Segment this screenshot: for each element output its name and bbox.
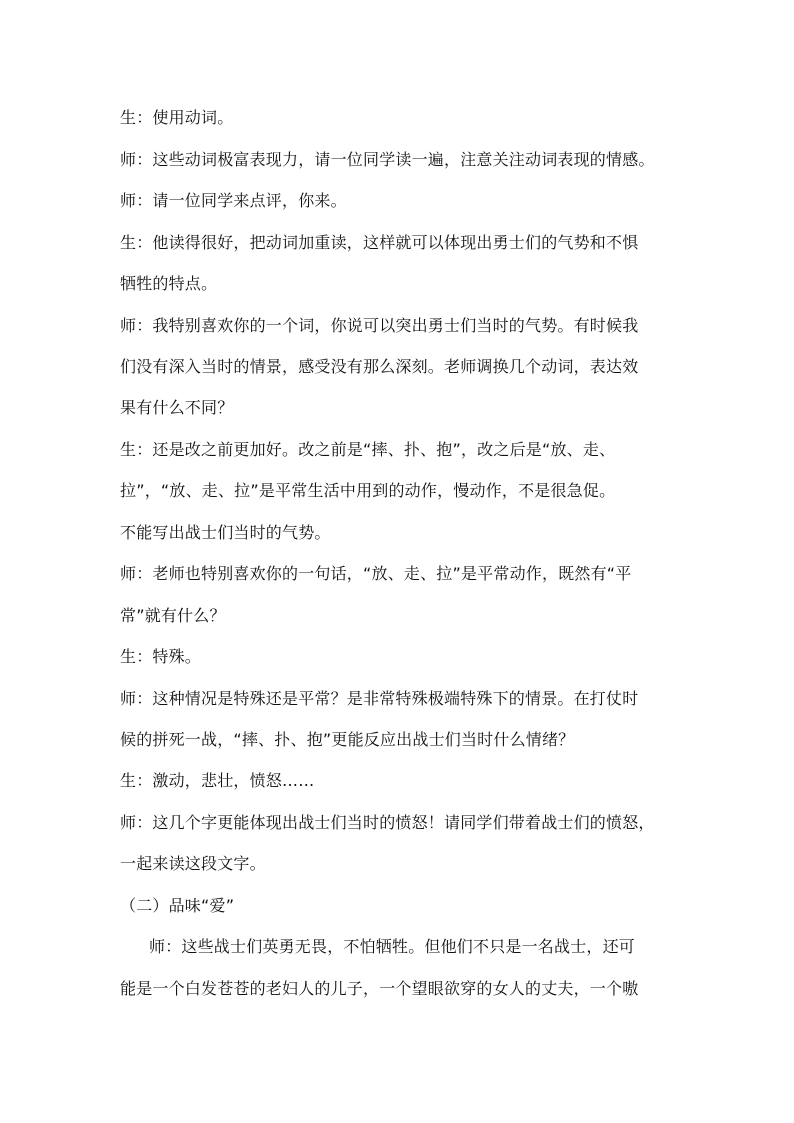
text-line-15: 师：这种情况是特殊还是平常？是非常特殊极端特殊下的情景。在打仗时 [120,689,639,708]
text-line-6: 师：我特别喜欢你的一个词，你说可以突出勇士们当时的气势。有时候我 [120,316,639,335]
text-line-19: 一起来读这段文字。 [120,854,266,873]
text-line-10: 拉”，“放、走、拉”是平常生活中用到的动作，慢动作，不是很急促。 [120,481,616,500]
text-line-14: 生：特殊。 [120,647,202,666]
text-line-2: 师：这些动词极富表现力，请一位同学读一遍，注意关注动词表现的情感。 [120,150,655,169]
text-line-21: 师：这些战士们英勇无畏，不怕牺牲。但他们不只是一名战士，还可 [149,937,636,956]
text-line-1: 生：使用动词。 [120,108,234,127]
text-line-16: 候的拼死一战，“摔、扑、抱”更能反应出战士们当时什么情绪？ [120,730,575,749]
text-line-11: 不能写出战士们当时的气势。 [120,523,331,542]
text-line-8: 果有什么不同？ [120,398,234,417]
text-line-7: 们没有深入当时的情景，感受没有那么深刻。老师调换几个动词，表达效 [120,357,639,376]
text-line-22: 能是一个白发苍苍的老妇人的儿子，一个望眼欲穿的女人的丈夫，一个嗷 [120,979,639,998]
text-line-12: 师：老师也特别喜欢你的一句话，“放、走、拉”是平常动作，既然有“平 [120,564,632,583]
text-line-18: 师：这几个字更能体现出战士们当时的愤怒！请同学们带着战士们的愤怒， [120,813,655,832]
section-heading: （二）品味“爱” [120,896,235,915]
text-line-17: 生：激动，悲壮，愤怒…… [120,771,315,790]
text-line-9: 生：还是改之前更加好。改之前是“摔、扑、抱”，改之后是“放、走、 [120,440,616,459]
text-line-4: 生：他读得很好，把动词加重读，这样就可以体现出勇士们的气势和不惧 [120,233,639,252]
text-line-13: 常”就有什么？ [120,606,226,625]
text-line-5: 牺牲的特点。 [120,274,218,293]
text-line-3: 师：请一位同学来点评，你来。 [120,191,347,210]
